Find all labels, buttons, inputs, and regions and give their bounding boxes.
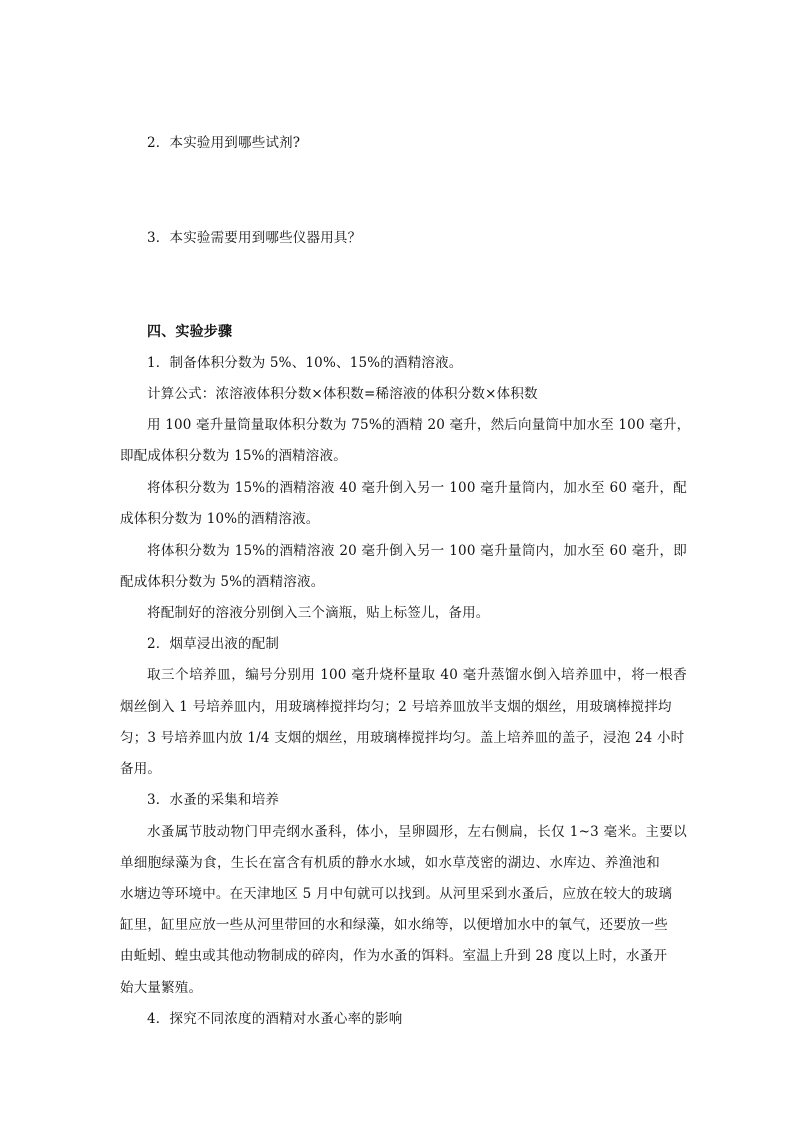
step2-line2: 烟丝倒入 1 号培养皿内，用玻璃棒搅拌均匀；2 号培养皿放半支烟的烟丝，用玻璃棒搅拌均: [120, 699, 672, 715]
question-3: 3．本实验需要用到哪些仪器用具？: [147, 230, 362, 246]
step3-heading: 3．水蚤的采集和培养: [147, 792, 280, 808]
step1-paragraph1-line2: 即配成体积分数为 15%的酒精溶液。: [120, 448, 347, 464]
step1-paragraph1-line1: 用 100 毫升量筒量取体积分数为 75%的酒精 20 毫升，然后向量筒中加水至 100 毫升，: [147, 417, 691, 433]
step3-line2: 单细胞绿藻为食，生长在富含有机质的静水水域，如水草茂密的湖边、水库边、养渔池和: [120, 855, 660, 871]
step1-paragraph3-line2: 配成体积分数为 5%的酒精溶液。: [120, 574, 325, 590]
step3-line4: 缸里，缸里应放一些从河里带回的水和绿藻，如水绵等，以便增加水中的氧气，还要放一些: [120, 917, 668, 933]
step2-line1: 取三个培养皿，编号分别用 100 毫升烧杯量取 40 毫升蒸馏水倒入培养皿中，将一根香: [147, 667, 687, 683]
step3-line5: 由蚯蚓、蝗虫或其他动物制成的碎肉，作为水蚤的饵料。室温上升到 28 度以上时，水蚤开: [120, 948, 668, 964]
step2-line3: 匀；3 号培养皿内放 1/4 支烟的烟丝，用玻璃棒搅拌均匀。盖上培养皿的盖子，浸泡 24 小时: [120, 730, 685, 746]
question-2: 2．本实验用到哪些试剂?: [147, 135, 301, 151]
step3-line1: 水蚤属节肢动物门甲壳纲水蚤科，体小，呈卵圆形，左右侧扁，长仅 1~3 毫米。主要以: [147, 824, 687, 840]
step1-paragraph4: 将配制好的溶液分别倒入三个滴瓶，贴上标签儿，备用。: [147, 605, 490, 621]
step1-paragraph2-line1: 将体积分数为 15%的酒精溶液 40 毫升倒入另一 100 毫升量筒内，加水至 60 毫升，配: [147, 480, 687, 496]
section-title: 四、实验步骤: [147, 324, 233, 340]
step3-line6: 始大量繁殖。: [120, 980, 203, 996]
step3-line3: 水塘边等环境中。在天津地区 5 月中旬就可以找到。从河里采到水蚤后，应放在较大的玻璃: [120, 886, 673, 902]
step1-paragraph3-line1: 将体积分数为 15%的酒精溶液 20 毫升倒入另一 100 毫升量筒内，加水至 60 毫升，即: [147, 543, 687, 559]
step2-heading: 2．烟草浸出液的配制: [147, 636, 280, 652]
step4-heading: 4．探究不同浓度的酒精对水蚤心率的影响: [147, 1011, 403, 1027]
step2-line4: 备用。: [120, 761, 162, 777]
step1-heading: 1．制备体积分数为 5%、10%、15%的酒精溶液。: [147, 355, 463, 371]
step1-paragraph2-line2: 成体积分数为 10%的酒精溶液。: [120, 511, 320, 527]
step1-formula: 计算公式：浓溶液体积分数×体积数=稀溶液的体积分数×体积数: [147, 386, 538, 402]
